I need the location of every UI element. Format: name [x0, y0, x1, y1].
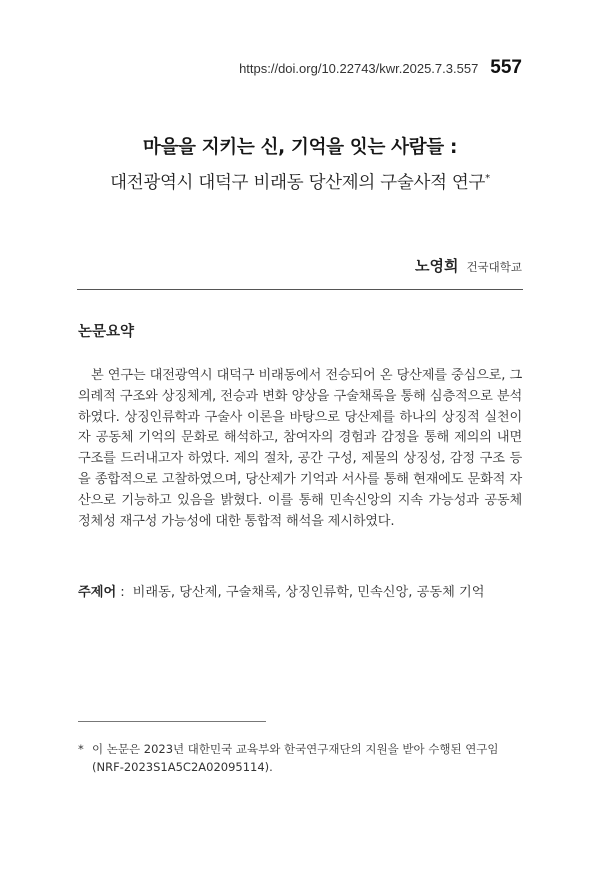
paper-title	[0, 133, 600, 199]
keywords-colon: :	[120, 585, 125, 600]
doi-link[interactable]: https://doi.org/10.22743/kwr.2025.7.3.557	[239, 61, 479, 76]
footnote-text: 이 논문은 2023년 대한민국 교육부와 한국연구재단의 지원을 받아 수행된 연구임 (NRF-2023S1A5C2A02095114).	[92, 742, 499, 774]
author-name: 노영희	[414, 257, 459, 275]
footnote	[78, 740, 524, 776]
abstract-body	[78, 366, 522, 532]
keywords-label: 주제어	[78, 585, 117, 600]
title-sub-wrapper	[0, 163, 600, 199]
footnote-marker: *	[78, 742, 84, 756]
page-header	[239, 57, 522, 79]
author-info	[415, 255, 522, 276]
abstract-heading: 논문요약	[78, 324, 135, 340]
abstract-paragraph: 본 연구는 대전광역시 대덕구 비래동에서 전승되어 온 당산제를 중심으로, 그 의례적 구조와 상징체계, 전승과 변화 양상을 구술채록을 통해 심층적으로 분석하였다. 상징인류학과 구술사 이론을 바탕으로 당산제를 하나의 상징적 실천이자 공동체 기억의 문화로 해석하고, 참여자의 경험과 감정을 통해 제의의 내면 구조를 드러내고자 하였다. 제의 절차, 공간 구성, 제물의 상징성, 감정 구조 등을 종합적으로 고찰하였으며, 당산제가 기억과 서사를 통해 현재에도 문화적 자산으로 기능하고 있음을 밝혔다. 이를 통해 민속신앙의 지속 가능성과 공동체 정체성 재구성 가능성에 대한 통합적 해석을 제시하였다.	[78, 368, 522, 529]
author-affiliation: 건국대학교	[466, 260, 522, 274]
keywords-line	[78, 581, 522, 600]
page-number: 557	[490, 57, 522, 78]
title-sub: 대전광역시 대덕구 비래동 당산제의 구술사적 연구	[110, 172, 486, 193]
keywords-list: 비래동, 당산제, 구술채록, 상징인류학, 민속신앙, 공동체 기억	[132, 585, 485, 600]
title-main: 마을을 지키는 신, 기억을 잇는 사람들 :	[142, 137, 458, 158]
footnote-divider	[78, 721, 266, 722]
header-divider	[77, 289, 523, 290]
title-footnote-marker[interactable]: *	[485, 173, 490, 184]
